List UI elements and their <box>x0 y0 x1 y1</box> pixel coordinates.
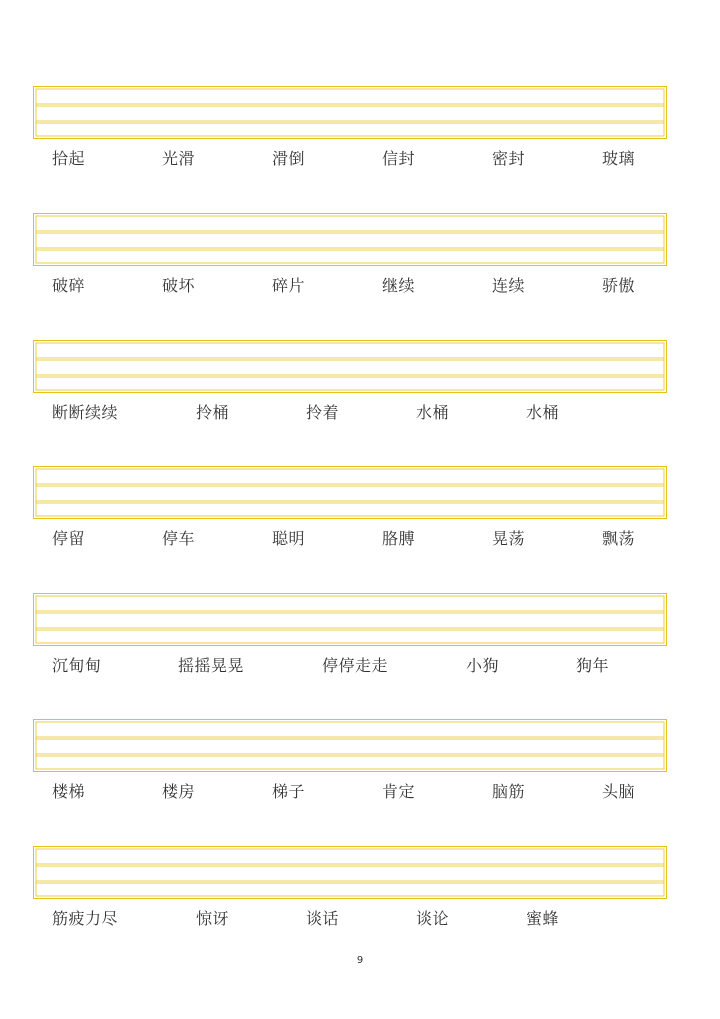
vocabulary-word: 肯定 <box>382 782 416 801</box>
vocabulary-word: 密封 <box>492 149 526 168</box>
vocabulary-word: 停留 <box>52 529 86 548</box>
vocabulary-word: 水桶 <box>416 403 450 422</box>
vocabulary-word: 楼梯 <box>52 782 86 801</box>
vocabulary-word: 继续 <box>382 276 416 295</box>
word-list <box>0 656 720 680</box>
vocabulary-word: 碎片 <box>272 276 306 295</box>
writing-grid <box>33 719 667 772</box>
vocabulary-word: 谈论 <box>416 909 450 928</box>
vocabulary-word: 脑筋 <box>492 782 526 801</box>
vocabulary-word: 连续 <box>492 276 526 295</box>
writing-grid <box>33 340 667 393</box>
vocabulary-word: 惊讶 <box>196 909 230 928</box>
writing-grid <box>33 593 667 646</box>
vocabulary-word: 聪明 <box>272 529 306 548</box>
word-list <box>0 149 720 173</box>
practice-row <box>0 340 720 440</box>
vocabulary-word: 晃荡 <box>492 529 526 548</box>
vocabulary-word: 骄傲 <box>602 276 636 295</box>
word-list <box>0 276 720 300</box>
vocabulary-word: 拎桶 <box>196 403 230 422</box>
vocabulary-word: 光滑 <box>162 149 196 168</box>
vocabulary-word: 停停走走 <box>322 656 389 675</box>
writing-grid <box>33 846 667 899</box>
vocabulary-word: 谈话 <box>306 909 340 928</box>
practice-row <box>0 719 720 819</box>
page-number: 9 <box>356 955 364 966</box>
vocabulary-word: 水桶 <box>526 403 560 422</box>
vocabulary-word: 信封 <box>382 149 416 168</box>
vocabulary-word: 飘荡 <box>602 529 636 548</box>
vocabulary-word: 胳膊 <box>382 529 416 548</box>
writing-grid <box>33 466 667 519</box>
practice-row <box>0 466 720 566</box>
vocabulary-word: 拾起 <box>52 149 86 168</box>
vocabulary-word: 滑倒 <box>272 149 306 168</box>
vocabulary-word: 破坏 <box>162 276 196 295</box>
vocabulary-word: 破碎 <box>52 276 86 295</box>
word-list <box>0 782 720 806</box>
vocabulary-word: 楼房 <box>162 782 196 801</box>
vocabulary-word: 筋疲力尽 <box>52 909 119 928</box>
vocabulary-word: 头脑 <box>602 782 636 801</box>
practice-row <box>0 86 720 186</box>
writing-grid <box>33 213 667 266</box>
word-list <box>0 403 720 427</box>
practice-row <box>0 846 720 946</box>
vocabulary-word: 小狗 <box>466 656 500 675</box>
practice-row <box>0 213 720 313</box>
vocabulary-word: 断断续续 <box>52 403 119 422</box>
vocabulary-word: 玻璃 <box>602 149 636 168</box>
vocabulary-word: 摇摇晃晃 <box>178 656 245 675</box>
practice-row <box>0 593 720 693</box>
vocabulary-word: 拎着 <box>306 403 340 422</box>
word-list <box>0 909 720 933</box>
vocabulary-word: 梯子 <box>272 782 306 801</box>
vocabulary-word: 停车 <box>162 529 196 548</box>
vocabulary-word: 沉甸甸 <box>52 656 102 675</box>
writing-grid <box>33 86 667 139</box>
word-list <box>0 529 720 553</box>
vocabulary-word: 蜜蜂 <box>526 909 560 928</box>
vocabulary-word: 狗年 <box>576 656 610 675</box>
